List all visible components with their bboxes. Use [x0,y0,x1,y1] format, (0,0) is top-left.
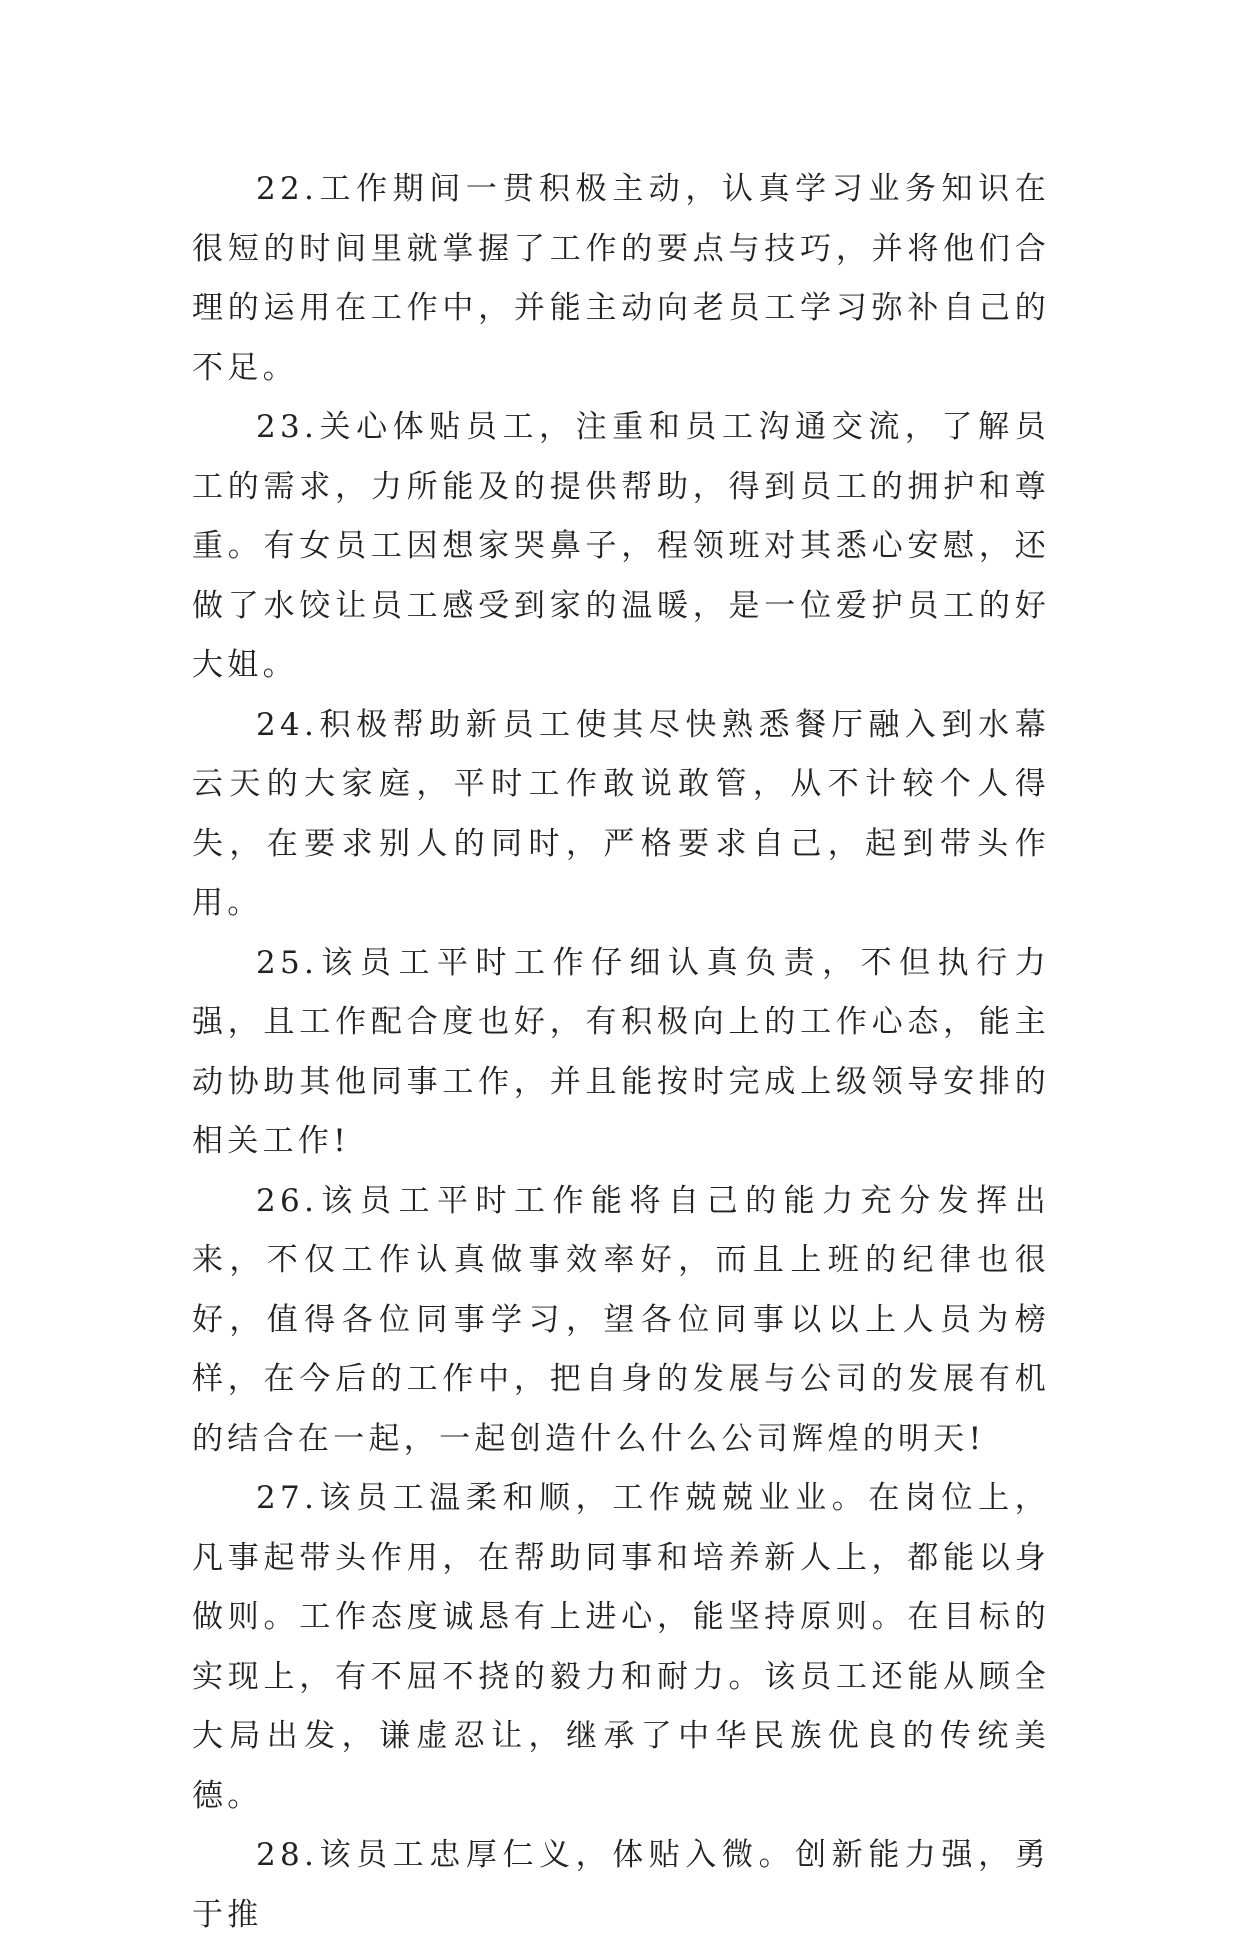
paragraph-24: 24.积极帮助新员工使其尽快熟悉餐厅融入到水幕云天的大家庭，平时工作敢说敢管，从不计较个人得失，在要求别人的同时，严格要求自己，起到带头作用。 [192,706,1050,921]
paragraph-23: 23.关心体贴员工，注重和员工沟通交流，了解员工的需求，力所能及的提供帮助，得到员工的拥护和尊重。有女员工因想家哭鼻子，程领班对其悉心安慰，还做了水饺让员工感受到家的温暖，是一位爱护员工的好大姐。 [192,409,1050,683]
document-body [192,160,1050,1945]
paragraph-25: 25.该员工平时工作仔细认真负责，不但执行力强，且工作配合度也好，有积极向上的工作心态，能主动协助其他同事工作，并且能按时完成上级领导安排的相关工作! [192,944,1050,1159]
paragraph-27: 27.该员工温柔和顺，工作兢兢业业。在岗位上，凡事起带头作用，在帮助同事和培养新人上，都能以身做则。工作态度诚恳有上进心，能坚持原则。在目标的实现上，有不屈不挠的毅力和耐力。该员工还能从顾全大局出发，谦虚忍让，继承了中华民族优良的传统美德。 [192,1480,1050,1814]
paragraph-26: 26.该员工平时工作能将自己的能力充分发挥出来，不仅工作认真做事效率好，而且上班的纪律也很好，值得各位同事学习，望各位同事以以上人员为榜样，在今后的工作中，把自身的发展与公司的发展有机的结合在一起，一起创造什么什么公司辉煌的明天! [192,1182,1050,1457]
paragraph-28: 28.该员工忠厚仁义，体贴入微。创新能力强，勇于推 [192,1837,1050,1933]
paragraph-22: 22.工作期间一贯积极主动，认真学习业务知识在很短的时间里就掌握了工作的要点与技巧，并将他们合理的运用在工作中，并能主动向老员工学习弥补自己的不足。 [192,171,1050,386]
